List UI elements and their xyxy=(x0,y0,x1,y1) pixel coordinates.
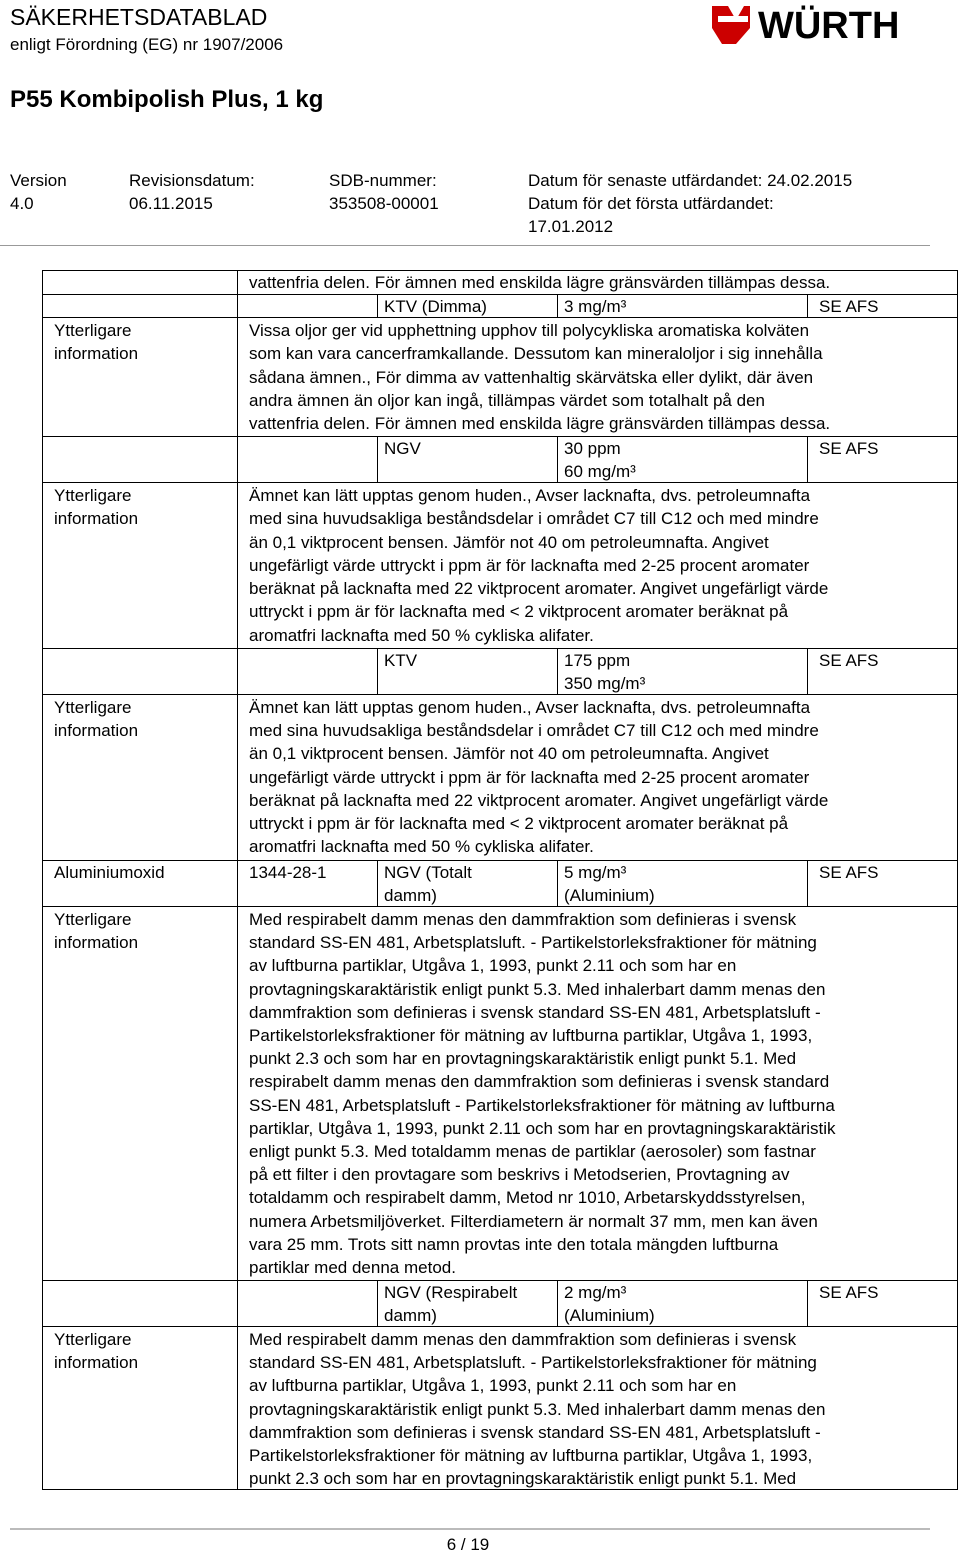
info-text: standard SS-EN 481, Arbetsplatsluft. - Partikelstorleksfraktioner för mätning xyxy=(249,933,817,952)
info-text: Partikelstorleksfraktioner för mätning av luftburna partiklar, Utgåva 1, 1993, xyxy=(249,1026,813,1045)
cell-divider xyxy=(377,294,378,317)
limit-value-alt: 350 mg/m³ xyxy=(564,674,646,693)
info-text: med sina huvudsakliga beståndsdelar i området C7 till C12 och med mindre xyxy=(249,509,819,528)
info-text: dammfraktion som definieras i svensk standard SS-EN 481, Arbetsplatsluft - xyxy=(249,1003,821,1022)
row-divider xyxy=(42,694,958,695)
info-label: information xyxy=(54,721,139,740)
wurth-logo xyxy=(710,2,930,46)
row-divider xyxy=(42,906,958,907)
info-text: partiklar med denna metod. xyxy=(249,1258,456,1277)
limit-value: 5 mg/m³ xyxy=(564,863,627,882)
row-divider xyxy=(42,482,958,483)
info-text: Partikelstorleksfraktioner för mätning av luftburna partiklar, Utgåva 1, 1993, xyxy=(249,1446,813,1465)
info-text: andra ämnen än oljor kan ingå, tillämpas värdet som totalhalt på den xyxy=(249,391,765,410)
info-text: partiklar, Utgåva 1, 1993, punkt 2.11 och som har en provtagningskaraktäristik xyxy=(249,1119,836,1138)
cell-divider xyxy=(377,1280,378,1326)
info-text: vara 25 mm. Trots sitt namn provtas inte den totala mängden luftburna xyxy=(249,1235,779,1254)
info-text: ungefärligt värde uttryckt i ppm är för lacknafta med 2-25 procent aromater xyxy=(249,768,810,787)
info-text: än 0,1 viktprocent bensen. Jämför not 40 om petroleumnafta. Angivet xyxy=(249,533,769,552)
info-text: provtagningskaraktäristik enligt punkt 5.3. Med inhalerbart damm menas den xyxy=(249,1400,826,1419)
cell-divider xyxy=(807,1280,808,1326)
sdb-label: SDB-nummer: xyxy=(329,171,437,190)
info-text: SS-EN 481, Arbetsplatsluft - Partikelstorleksfraktioner för mätning av luftburna xyxy=(249,1096,835,1115)
continuation-text: vattenfria delen. För ämnen med enskilda lägre gränsvärden tillämpas dessa. xyxy=(249,273,831,292)
info-text: vattenfria delen. För ämnen med enskilda lägre gränsvärden tillämpas dessa. xyxy=(249,414,831,433)
info-text: Ämnet kan lätt upptas genom huden., Avser lacknafta, dvs. petroleumnafta xyxy=(249,486,811,505)
info-text: än 0,1 viktprocent bensen. Jämför not 40 om petroleumnafta. Angivet xyxy=(249,744,769,763)
limit-source: SE AFS xyxy=(819,651,879,670)
info-label: information xyxy=(54,344,139,363)
limit-value: 2 mg/m³ xyxy=(564,1283,627,1302)
cell-divider xyxy=(557,1280,558,1326)
document-title: SÄKERHETSDATABLAD xyxy=(10,4,268,30)
sdb-value: 353508-00001 xyxy=(329,194,439,213)
info-text: punkt 2.3 och som har en provtagningskaraktäristik enligt punkt 5.1. Med xyxy=(249,1469,797,1488)
limit-source: SE AFS xyxy=(819,863,879,882)
info-text: av luftburna partiklar, Utgåva 1, 1993, punkt 2.11 och som har en xyxy=(249,956,737,975)
cell-divider xyxy=(557,436,558,482)
revision-value: 06.11.2015 xyxy=(129,194,213,213)
cas-number: 1344-28-1 xyxy=(249,863,327,882)
limit-source: SE AFS xyxy=(819,439,879,458)
info-text: uttryckt i ppm är för lacknafta med < 2 viktprocent aromater beräknat på xyxy=(249,602,789,621)
first-issued-value: 17.01.2012 xyxy=(528,217,614,236)
limit-value: 30 ppm xyxy=(564,439,621,458)
info-text: aromatfri lacknafta med 50 % cykliska alifater. xyxy=(249,837,594,856)
limit-type: NGV xyxy=(384,439,421,458)
info-text: Med respirabelt damm menas den dammfraktion som definieras i svensk xyxy=(249,910,797,929)
info-text: av luftburna partiklar, Utgåva 1, 1993, punkt 2.11 och som har en xyxy=(249,1376,737,1395)
info-text: provtagningskaraktäristik enligt punkt 5.3. Med inhalerbart damm menas den xyxy=(249,980,826,999)
substance-name: Aluminiumoxid xyxy=(54,863,165,882)
limit-type-cont: damm) xyxy=(384,886,437,905)
info-text: aromatfri lacknafta med 50 % cykliska alifater. xyxy=(249,626,594,645)
info-text: punkt 2.3 och som har en provtagningskaraktäristik enligt punkt 5.1. Med xyxy=(249,1049,797,1068)
info-text: enligt punkt 5.3. Med totaldamm menas de partiklar (aerosoler) som fastnar xyxy=(249,1142,816,1161)
cell-divider xyxy=(377,436,378,482)
info-text: med sina huvudsakliga beståndsdelar i området C7 till C12 och med mindre xyxy=(249,721,819,740)
limit-type: KTV xyxy=(384,651,418,670)
limit-value-alt: 60 mg/m³ xyxy=(564,462,636,481)
limit-source: SE AFS xyxy=(819,1283,879,1302)
limit-basis: (Aluminium) xyxy=(564,1306,655,1325)
regulation-subtitle: enligt Förordning (EG) nr 1907/2006 xyxy=(10,35,284,54)
info-text: dammfraktion som definieras i svensk standard SS-EN 481, Arbetsplatsluft - xyxy=(249,1423,821,1442)
info-text: Med respirabelt damm menas den dammfraktion som definieras i svensk xyxy=(249,1330,797,1349)
cell-divider xyxy=(377,648,378,694)
info-label: Ytterligare xyxy=(54,1330,132,1349)
product-name: P55 Kombipolish Plus, 1 kg xyxy=(10,86,324,113)
info-text: standard SS-EN 481, Arbetsplatsluft. - Partikelstorleksfraktioner för mätning xyxy=(249,1353,817,1372)
info-text: uttryckt i ppm är för lacknafta med < 2 viktprocent aromater beräknat på xyxy=(249,814,789,833)
info-label: Ytterligare xyxy=(54,910,132,929)
info-text: Vissa oljor ger vid upphettning upphov till polycykliska aromatiska kolväten xyxy=(249,321,810,340)
info-text: ungefärligt värde uttryckt i ppm är för lacknafta med 2-25 procent aromater xyxy=(249,556,810,575)
cell-divider xyxy=(557,860,558,906)
info-text: som kan vara cancerframkallande. Dessutom kan mineraloljor i sig innehålla xyxy=(249,344,823,363)
info-label: information xyxy=(54,509,139,528)
version-value: 4.0 xyxy=(10,194,34,213)
limit-type: NGV (Respirabelt xyxy=(384,1283,518,1302)
column-divider xyxy=(237,270,238,1490)
cell-divider xyxy=(807,436,808,482)
brand-wordmark: WÜRTH xyxy=(758,5,900,46)
info-text: numera Arbetsmiljöverket. Filterdiametern är normalt 37 mm, men kan även xyxy=(249,1212,818,1231)
limit-source: SE AFS xyxy=(819,297,879,316)
info-text: Ämnet kan lätt upptas genom huden., Avser lacknafta, dvs. petroleumnafta xyxy=(249,698,811,717)
info-text: totaldamm och respirabelt damm, Metod nr 1010, Arbetarskyddsstyrelsen, xyxy=(249,1188,806,1207)
footer-divider xyxy=(10,1528,930,1530)
info-text: beräknat på lacknafta med 22 viktprocent aromater. Angivet ungefärligt värde xyxy=(249,579,829,598)
cell-divider xyxy=(377,860,378,906)
info-label: Ytterligare xyxy=(54,698,132,717)
last-issued-date: Datum för senaste utfärdandet: 24.02.2015 xyxy=(528,171,853,190)
limit-value: 3 mg/m³ xyxy=(564,297,627,316)
info-label: information xyxy=(54,1353,139,1372)
info-text: på ett filter i den provtagare som beskrivs i Metodserien, Provtagning av xyxy=(249,1165,790,1184)
row-divider xyxy=(42,1326,958,1327)
header-divider xyxy=(0,245,930,246)
cell-divider xyxy=(807,648,808,694)
revision-label: Revisionsdatum: xyxy=(129,171,255,190)
info-label: Ytterligare xyxy=(54,321,132,340)
cell-divider xyxy=(557,294,558,317)
page-number: 6 / 19 xyxy=(446,1535,490,1554)
info-label: information xyxy=(54,933,139,952)
info-text: sådana ämnen., För dimma av vattenhaltig skärvätska eller dylikt, där även xyxy=(249,368,814,387)
limit-basis: (Aluminium) xyxy=(564,886,655,905)
limit-type-cont: damm) xyxy=(384,1306,437,1325)
version-label: Version xyxy=(10,171,67,190)
limit-type: KTV (Dimma) xyxy=(384,297,487,316)
info-text: respirabelt damm menas den dammfraktion som definieras i svensk standard xyxy=(249,1072,830,1091)
cell-divider xyxy=(807,860,808,906)
limit-value: 175 ppm xyxy=(564,651,631,670)
info-text: beräknat på lacknafta med 22 viktprocent aromater. Angivet ungefärligt värde xyxy=(249,791,829,810)
cell-divider xyxy=(807,294,808,317)
limit-type: NGV (Totalt xyxy=(384,863,472,882)
first-issued-label: Datum för det första utfärdandet: xyxy=(528,194,774,213)
cell-divider xyxy=(557,648,558,694)
info-label: Ytterligare xyxy=(54,486,132,505)
